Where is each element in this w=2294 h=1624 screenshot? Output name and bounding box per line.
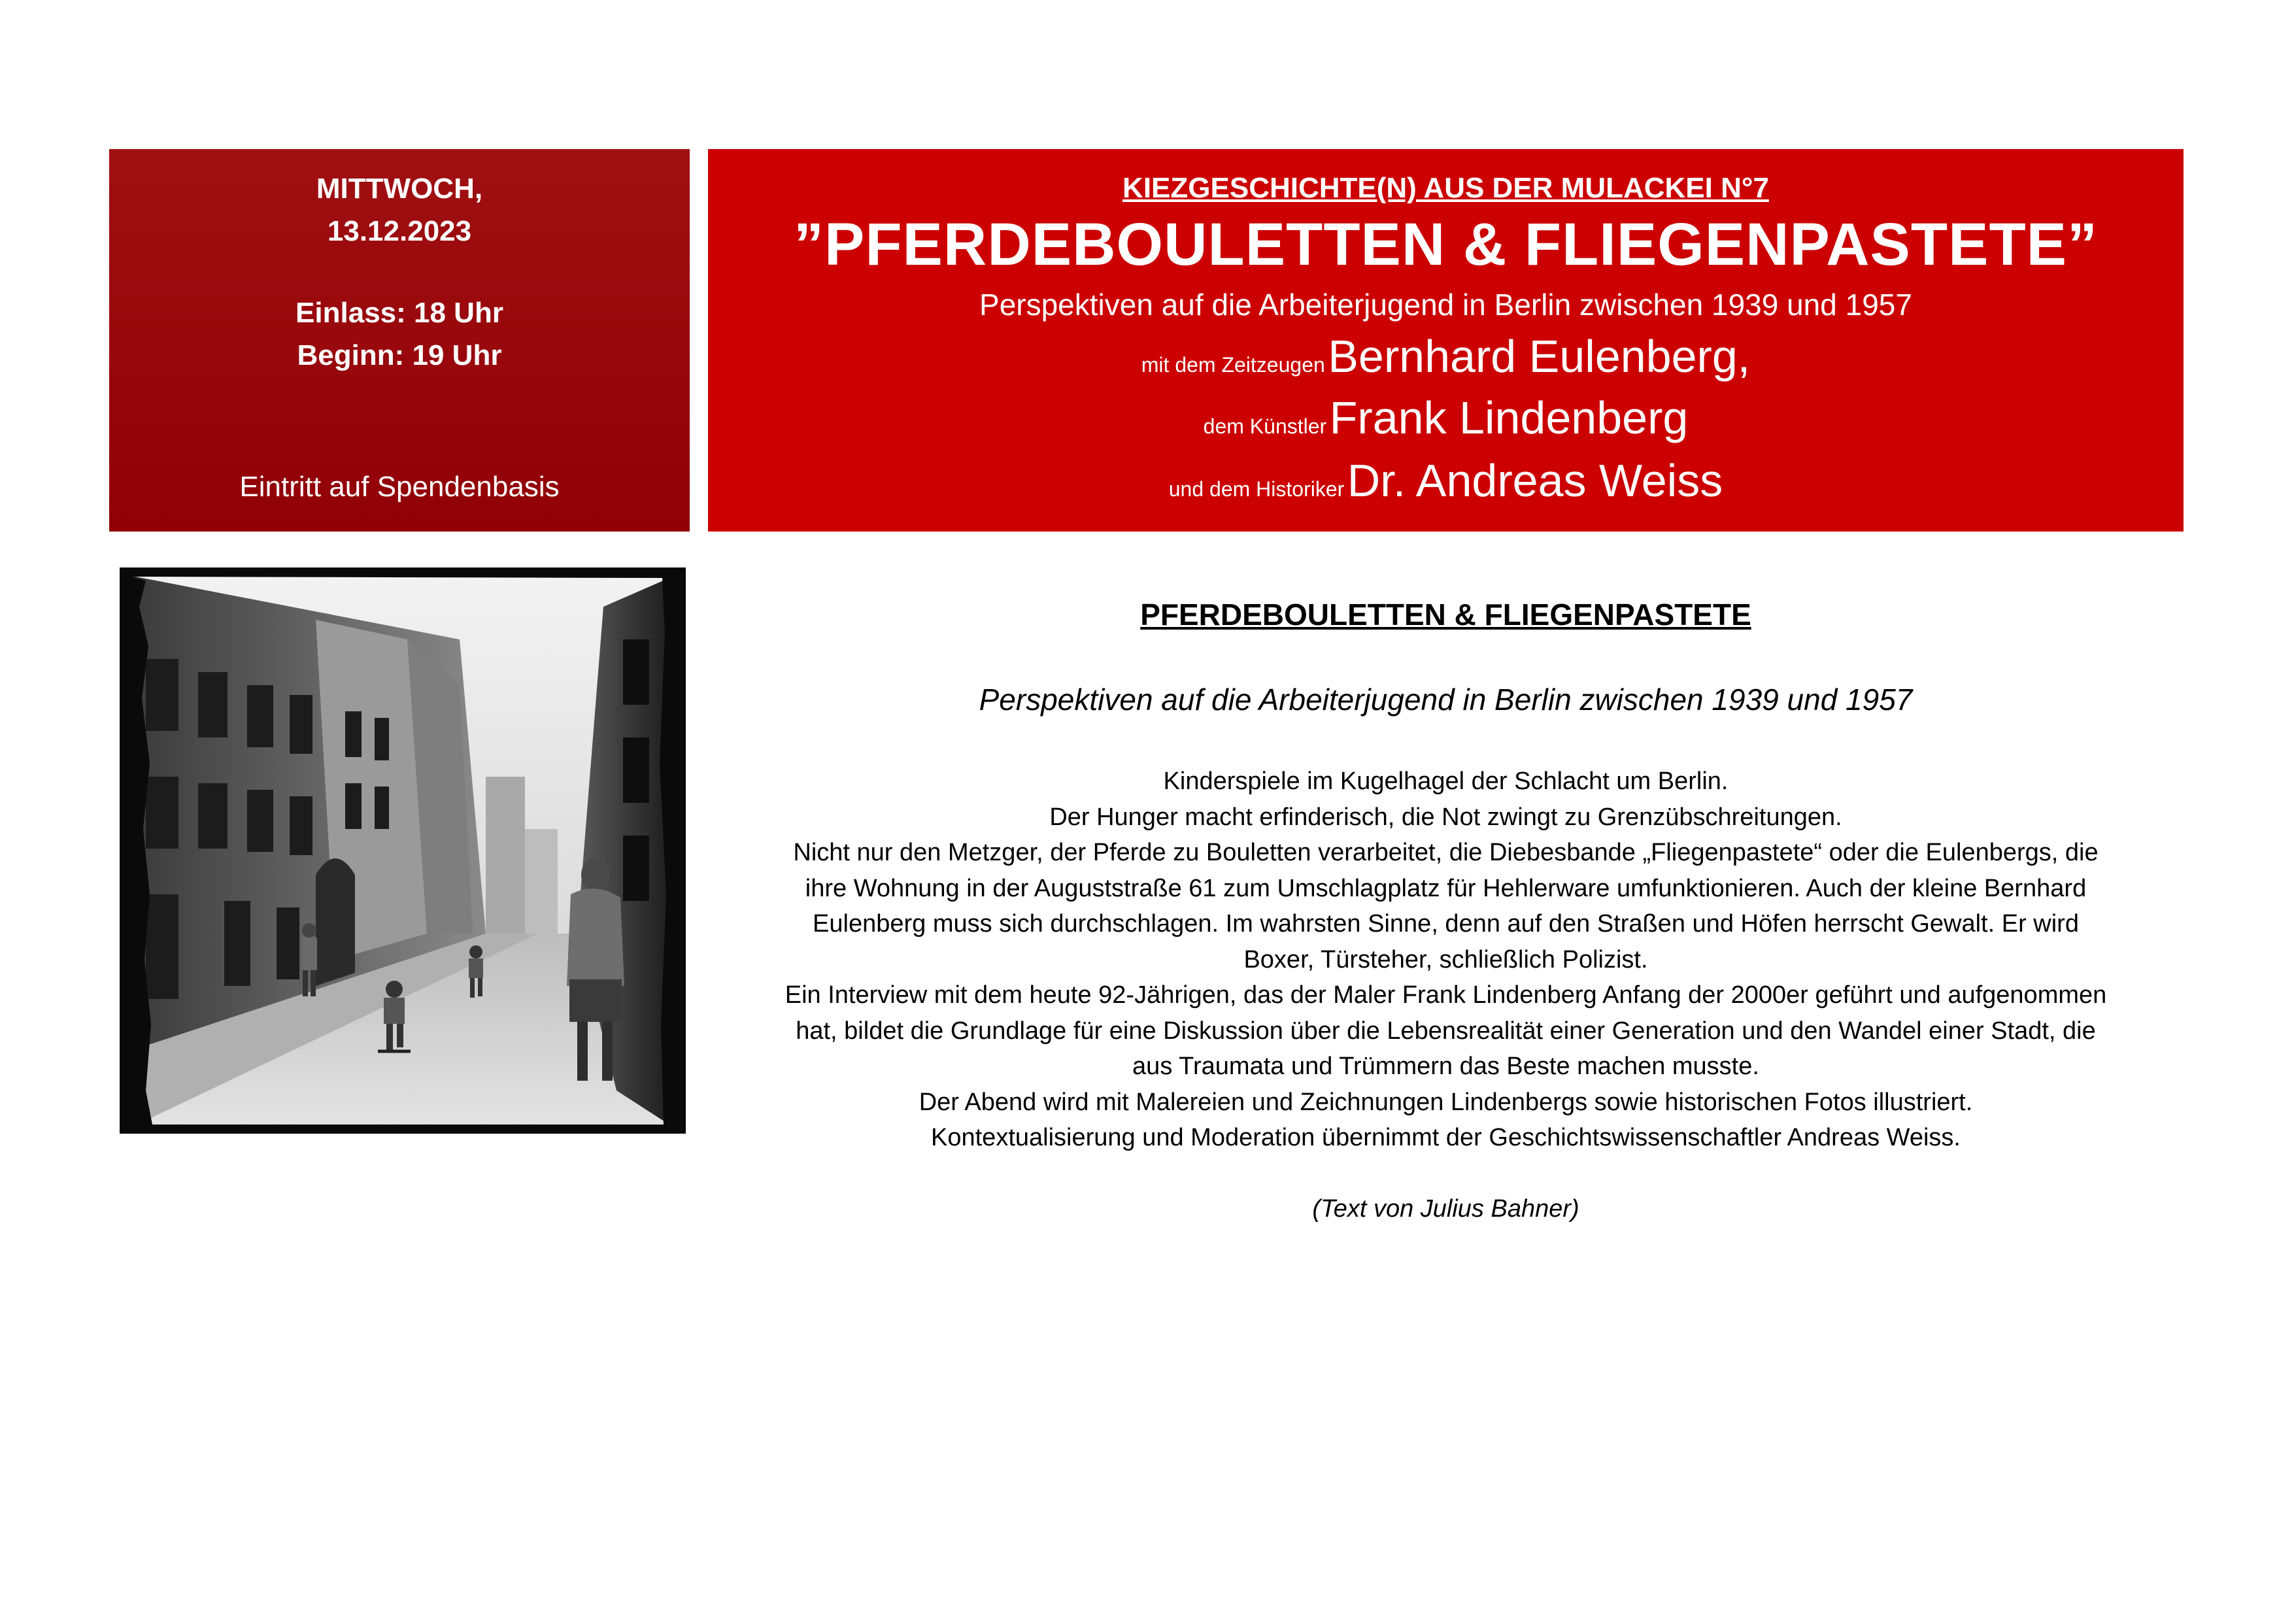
entry-fee: Eintritt auf Spendenbasis xyxy=(239,471,560,503)
article-line: Der Hunger macht erfinderisch, die Not zwingt zu Grenzübschreitungen. xyxy=(1049,803,1842,831)
article-credit: (Text von Julius Bahner) xyxy=(1312,1194,1579,1223)
speaker-role: dem Künstler xyxy=(1203,414,1327,438)
speaker-name: Bernhard Eulenberg, xyxy=(1328,331,1751,382)
event-times xyxy=(109,292,690,377)
article-line: Ein Interview mit dem heute 92-Jährigen, das der Maler Frank Lindenberg Anfang der 2000er geführt und aufgenommen xyxy=(784,981,2107,1009)
series-title: KIEZGESCHICHTE(N) AUS DER MULACKEI N°7 xyxy=(1122,172,1769,204)
event-date-value: 13.12.2023 xyxy=(327,215,472,247)
article-line: Kontextualisierung und Moderation übernimmt der Geschichtswissenschaftler Andreas Weiss. xyxy=(931,1124,1961,1151)
article-line: hat, bildet die Grundlage für eine Diskussion über die Lebensrealität einer Generation und den Wandel einer Stadt, die xyxy=(796,1017,2096,1045)
article xyxy=(708,588,2184,1226)
article-body xyxy=(708,764,2184,1156)
article-line: Der Abend wird mit Malereien und Zeichnungen Lindenbergs sowie historischen Fotos illustriert. xyxy=(919,1088,1973,1116)
event-day: MITTWOCH, xyxy=(316,173,483,205)
street-photo-illustration xyxy=(120,567,686,1134)
speaker-role: und dem Historiker xyxy=(1168,477,1345,501)
speaker-name: Frank Lindenberg xyxy=(1329,392,1689,443)
speaker-name: Dr. Andreas Weiss xyxy=(1347,455,1723,506)
start-time: Beginn: 19 Uhr xyxy=(297,339,502,371)
article-subheading: Perspektiven auf die Arbeiterjugend in Berlin zwischen 1939 und 1957 xyxy=(979,683,1913,717)
article-line: Boxer, Türsteher, schließlich Polizist. xyxy=(1243,945,1648,973)
speaker-historian xyxy=(708,451,2184,523)
article-heading: PFERDEBOULETTEN & FLIEGENPASTETE xyxy=(1140,598,1751,632)
article-line: Nicht nur den Metzger, der Pferde zu Bouletten verarbeitet, die Diebesbande „Fliegenpastete“ oder die Eulenbergs, die xyxy=(793,839,2099,866)
article-line: Eulenberg muss sich durchschlagen. Im wahrsten Sinne, denn auf den Straßen und Höfen herrscht Gewalt. Er wird xyxy=(813,910,2079,938)
article-line: Kinderspiele im Kugelhagel der Schlacht um Berlin. xyxy=(1163,768,1729,795)
street-photo xyxy=(120,567,686,1134)
admission-time: Einlass: 18 Uhr xyxy=(295,297,503,329)
article-line: ihre Wohnung in der Auguststraße 61 zum Umschlagplatz für Hehlerware umfunktionieren. Auch der kleine Bernhard xyxy=(805,874,2087,902)
speaker-artist xyxy=(708,388,2184,460)
event-header-box xyxy=(708,149,2184,532)
speaker-role: mit dem Zeitzeugen xyxy=(1141,353,1325,377)
article-line: aus Traumata und Trümmern das Beste machen musste. xyxy=(1132,1053,1759,1080)
event-subtitle: Perspektiven auf die Arbeiterjugend in Berlin zwischen 1939 und 1957 xyxy=(979,288,1912,322)
event-date xyxy=(109,167,690,252)
event-info-box xyxy=(109,149,690,532)
event-title: ”PFERDEBOULETTEN & FLIEGENPASTETE” xyxy=(793,211,2099,278)
